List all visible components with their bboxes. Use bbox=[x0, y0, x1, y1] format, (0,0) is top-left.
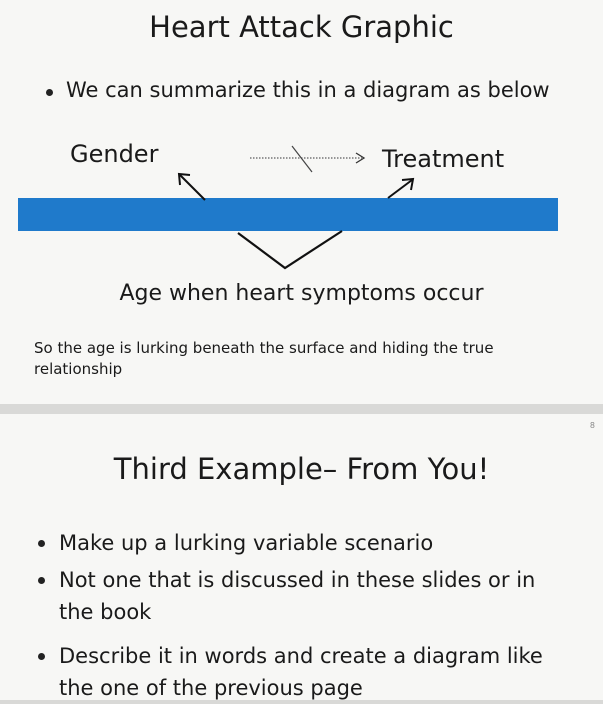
slide-note: So the age is lurking beneath the surface and hiding the true relationship bbox=[34, 339, 494, 378]
bullet-dot bbox=[38, 653, 45, 660]
treatment-label: Treatment bbox=[382, 145, 505, 173]
bullet-dot bbox=[38, 540, 45, 547]
page-number: 8 bbox=[589, 421, 595, 430]
arrowhead-icon bbox=[356, 153, 364, 163]
slide-title: Third Example– From You! bbox=[113, 452, 490, 486]
slide-third-example bbox=[0, 414, 603, 700]
bullet-text: Describe it in words and create a diagram like the one of the previous page bbox=[59, 644, 543, 700]
bullet-text: Make up a lurking variable scenario bbox=[59, 531, 434, 555]
surface-band bbox=[18, 198, 558, 231]
bullet-text: Not one that is discussed in these slides or in the book bbox=[59, 568, 536, 624]
cross-out-mark bbox=[292, 146, 312, 172]
slide-title: Heart Attack Graphic bbox=[149, 10, 454, 44]
arrow-to-treatment bbox=[388, 180, 412, 198]
hidden-link-v bbox=[238, 231, 342, 268]
lurking-variable-label: Age when heart symptoms occur bbox=[119, 281, 484, 306]
bullet-dot bbox=[38, 577, 45, 584]
arrow-to-gender bbox=[180, 175, 205, 200]
bullet-text: We can summarize this in a diagram as below bbox=[66, 78, 550, 102]
gender-label: Gender bbox=[70, 140, 159, 168]
